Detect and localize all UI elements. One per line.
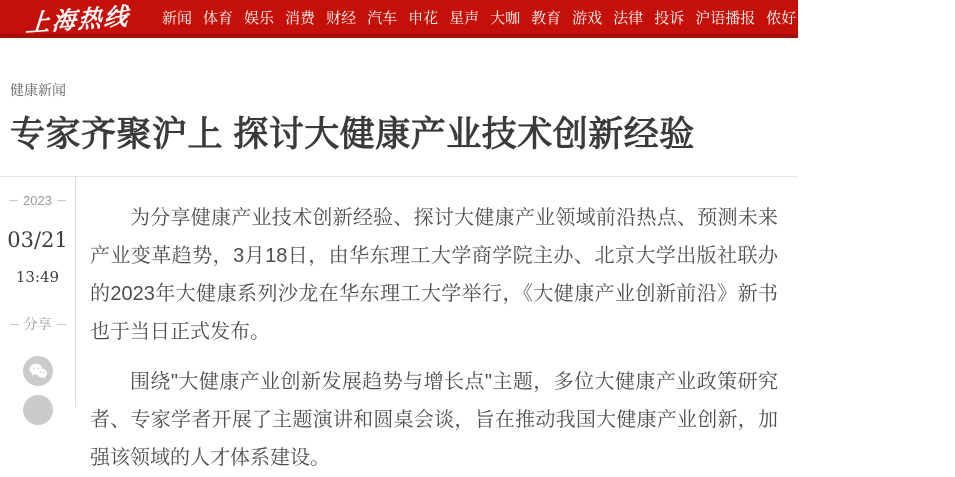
nav-item-education[interactable]: 教育 bbox=[531, 9, 562, 27]
nav-item-auto[interactable]: 汽车 bbox=[367, 9, 398, 27]
site-header bbox=[0, 0, 955, 38]
nav-item-news[interactable]: 新闻 bbox=[162, 9, 193, 27]
publish-time: 13:49 bbox=[15, 268, 60, 286]
article-paragraph: 为分享健康产业技术创新经验、探讨大健康产业领域前沿热点、预测未来产业变革趋势，3月18日，由华东理工大学商学院主办、北京大学出版社联办的2023年大健康系列沙龙在华东理工大学举行，《大健康产业创新前沿》新书也于当日正式发布。 bbox=[90, 207, 778, 343]
article-title: 专家齐聚沪上 探讨大健康产业技术创新经验 bbox=[10, 115, 695, 154]
nav-item-consumption[interactable]: 消费 bbox=[285, 9, 316, 27]
article-paragraph: 围绕"大健康产业创新发展趋势与增长点"主题，多位大健康产业政策研究者、专家学者开展了主题演讲和圆桌会谈，旨在推动我国大健康产业创新，加强该领域的人才体系建设。 bbox=[90, 371, 778, 469]
nav-item-street-who[interactable]: 街头WHO侃 bbox=[807, 9, 889, 27]
dash-decoration bbox=[10, 324, 19, 325]
dash-decoration bbox=[9, 200, 18, 201]
share-more-icon[interactable] bbox=[23, 395, 53, 425]
nav-item-entertainment[interactable]: 娱乐 bbox=[244, 9, 275, 27]
publish-year bbox=[5, 193, 71, 208]
share-section-label bbox=[5, 314, 71, 334]
nav-item-complaints[interactable]: 投诉 bbox=[654, 9, 685, 27]
article-body bbox=[76, 177, 798, 469]
wechat-share-icon[interactable] bbox=[23, 356, 53, 386]
dash-decoration bbox=[57, 324, 66, 325]
nav-item-law[interactable]: 法律 bbox=[613, 9, 644, 27]
nav-item-dialect-broadcast[interactable]: 沪语播报 bbox=[695, 9, 756, 27]
site-logo[interactable]: 上海热线 bbox=[24, 0, 131, 38]
nav-item-finance[interactable]: 财经 bbox=[326, 9, 357, 27]
share-icons bbox=[23, 356, 53, 425]
publish-year-text: 2023 bbox=[23, 193, 52, 208]
nav-item-games[interactable]: 游戏 bbox=[572, 9, 603, 27]
meta-sidebar bbox=[0, 177, 76, 407]
dash-decoration bbox=[57, 200, 66, 201]
nav-item-star[interactable]: 星声 bbox=[449, 9, 480, 27]
top-nav bbox=[162, 7, 955, 28]
nav-item-nonghao[interactable]: 侬好 bbox=[766, 9, 797, 27]
share-label-text: 分享 bbox=[23, 316, 52, 332]
publish-date: 03/21 bbox=[7, 228, 68, 252]
nav-item-modu100[interactable]: 魔都100 bbox=[899, 9, 955, 27]
wechat-icon bbox=[27, 360, 49, 382]
nav-item-shenhua[interactable]: 申花 bbox=[408, 9, 439, 27]
nav-item-daka[interactable]: 大咖 bbox=[490, 9, 521, 27]
category-label: 健康新闻 bbox=[10, 82, 66, 98]
nav-item-sports[interactable]: 体育 bbox=[203, 9, 234, 27]
article-layout bbox=[0, 177, 798, 469]
